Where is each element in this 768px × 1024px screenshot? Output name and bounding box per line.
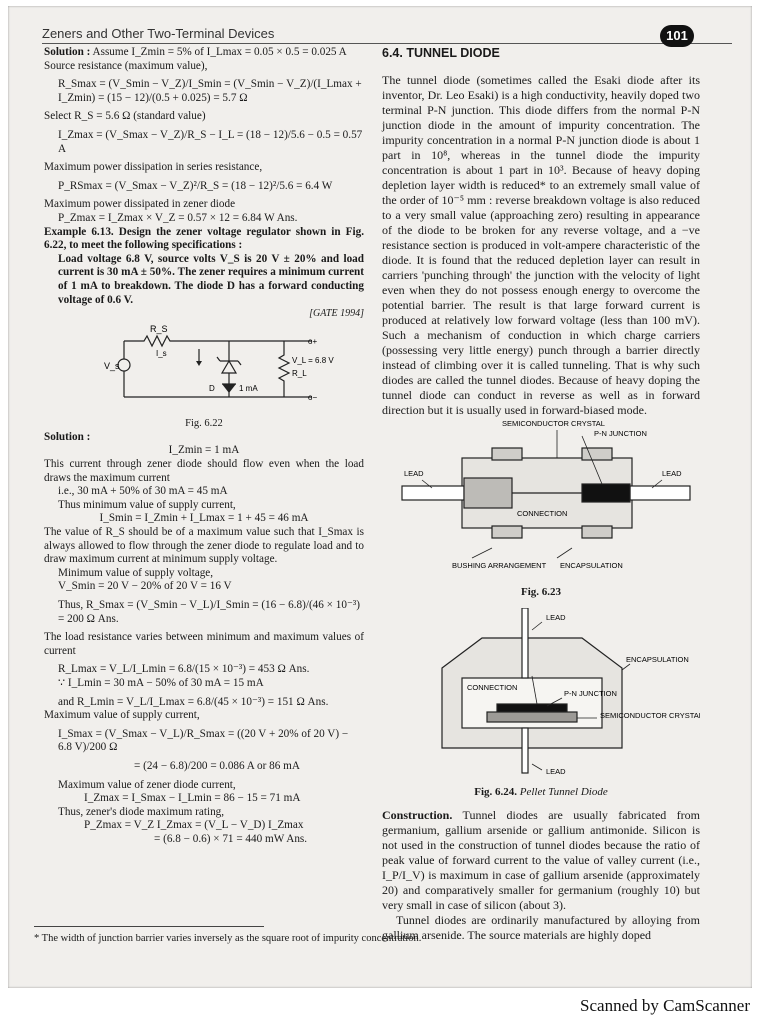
fig-6-24-number: Fig. 6.24. <box>474 786 518 798</box>
solution-line: Thus, zener's diode maximum rating, <box>58 805 225 818</box>
solution-line: Maximum power dissipation in series resistance, <box>44 161 263 174</box>
lead-label: LEAD <box>404 469 424 478</box>
solution-line: Maximum value of zener diode current, <box>58 778 236 791</box>
solution-line: Maximum value of supply current, <box>44 709 200 722</box>
encapsulation-label: ENCAPSULATION <box>560 561 623 570</box>
example-label: Example 6.13. <box>44 225 114 238</box>
fig-6-23-caption: Fig. 6.23 <box>520 586 562 598</box>
tunnel-diode-paragraph: The tunnel diode (sometimes called the Esaki diode after its inventor, Dr. Leo Esaki) is a high conductivity, heavily doped two terminal P-N junction. This diode differs from the normal P-N junction diode in the amount of impurity concentration. The impurity concentration in a normal P-N junction diode is about 1 part in 10⁸, whereas in the tunnel diode the impurity concentration is about 1 part in 10³. Because of heavy doping depletion layer width is reduced* to an extremely small value of the order of 10⁻⁵ mm : reverse breakdown voltage is also reduced to a very small value (approaching zero) resulting in appearance of the diode to be broken for any reverse voltage, and a −ve resistance section is produced in volt-ampere characteristic of the diode. It is found that the reduced depletion layer can result in carriers 'punching through' the junction with the velocity of light even when they do not possess enough energy to overcome the potential barrier. The result is that large forward current is produced at relatively low forward voltage (less than 100 mV). Such a mechanism of conduction in which charge carriers (possessing very little energy) punch through a barrier directly instead of climbing over it is called tunneling. That is why such diodes are called the tunnel diodes. Because of heavy doping the tunnel diode can conduct in reverse as well as in forward direction but it is usually used in forward-biased mode. <box>382 73 700 417</box>
equation: P_RSmax = (V_Smax − V_Z)²/R_S = (18 − 12)²/5.6 = 6.4 W <box>58 179 333 192</box>
rl-label: R_L <box>292 368 307 378</box>
rs-label: R_S <box>150 323 168 334</box>
solution-line: Source resistance (maximum value), <box>44 59 208 72</box>
construction-paragraph: Tunnel diodes are usually fabricated from germanium, gallium arsenide or gallium antimonide. Silicon is not used in the construction of tunnel diodes because the ratio of peak value of forward current to the value of valley current (i.e., I_P/I_V) is maximum in case of gallium arsenide (approximately 20) and comparatively smaller for germanium (roughly 10) but very small in case of silicon (about 3). <box>382 808 700 912</box>
encapsulation-label: ENCAPSULATION <box>626 655 689 664</box>
equation: I_Smax = (V_Smax − V_L)/R_Smax = ((20 V + 20% of 20 V) − 6.8 V)/200 Ω <box>58 727 349 754</box>
equation: P_Zmax = I_Zmax × V_Z = 0.57 × 12 = 6.84 W Ans. <box>58 211 298 224</box>
manufacturing-paragraph: Tunnel diodes are ordinarily manufactured by alloying from gallium arsenide. The source materials are highly doped <box>382 913 700 942</box>
is-label: I_s <box>156 348 167 358</box>
solution-line: Thus minimum value of supply current, <box>58 498 236 511</box>
plus-terminal: o+ <box>308 336 318 346</box>
construction-label: Construction. <box>382 808 453 822</box>
equation: = (24 − 6.8)/200 = 0.086 A or 86 mA <box>134 759 300 772</box>
section-title: 6.4. TUNNEL DIODE <box>382 46 500 60</box>
lead-label: LEAD <box>546 767 566 776</box>
tunnel-diode-cross-section-figure <box>382 418 700 578</box>
scanner-watermark: Scanned by CamScanner <box>580 996 750 1015</box>
solution-line: The value of R_S should be of a maximum value such that I_Smax is always allowed to flow through the zener diode to regulate load and to draw maximum current at minimum supply voltage. <box>44 526 364 566</box>
lead-label: LEAD <box>662 469 682 478</box>
equation: i.e., 30 mA + 50% of 30 mA = 45 mA <box>58 485 228 498</box>
example-text: Design the zener voltage regulator shown in Fig. 6.22, to meet the following specifications : <box>44 225 365 252</box>
equation: V_Smin = 20 V − 20% of 20 V = 16 V <box>58 580 232 593</box>
solution-line: Maximum power dissipated in zener diode <box>44 198 236 211</box>
bushing-label: BUSHING ARRANGEMENT <box>452 561 547 570</box>
footnote: * The width of junction barrier varies inversely as the square root of impurity concentration. <box>34 933 422 944</box>
equation: I_Smin = I_Zmin + I_Lmax = 1 + 45 = 46 mA <box>99 512 309 525</box>
solution-line: This current through zener diode should flow even when the load draws the maximum current <box>44 458 364 484</box>
solution-label: Solution : <box>44 46 91 58</box>
diode-d-label: D <box>209 383 215 393</box>
left-column <box>44 46 364 847</box>
lead-label: LEAD <box>546 613 566 622</box>
solution-line: The load resistance varies between minimum and maximum values of current <box>44 631 364 657</box>
solution-label: Solution : <box>44 430 91 443</box>
page-number-badge: 101 <box>660 25 694 47</box>
footnote-rule <box>34 926 264 927</box>
connection-label: CONNECTION <box>467 683 518 692</box>
running-header-title: Zeners and Other Two-Terminal Devices <box>42 26 275 41</box>
semiconductor-crystal-label: SEMICONDUCTOR CRYSTAL <box>600 711 700 720</box>
solution-line: Assume I_Zmin = 5% of I_Lmax = 0.05 × 0.5 = 0.025 A <box>92 46 347 58</box>
equation: R_Lmax = V_L/I_Lmin = 6.8/(15 × 10⁻³) = 453 Ω Ans. <box>58 663 310 676</box>
vl-label: V_L = 6.8 V <box>292 355 334 365</box>
right-column <box>382 46 700 943</box>
connection-label: CONNECTION <box>517 509 568 518</box>
semiconductor-crystal-label: SEMICONDUCTOR CRYSTAL <box>502 419 605 428</box>
current-1ma-label: 1 mA <box>239 383 258 393</box>
header-rule <box>42 43 732 44</box>
equation: = (6.8 − 0.6) × 71 = 440 mW Ans. <box>154 832 308 845</box>
fig-6-22-caption: Fig. 6.22 <box>185 418 223 430</box>
zener-regulator-circuit <box>44 321 364 413</box>
fig-6-24-title: Pellet Tunnel Diode <box>519 786 608 798</box>
equation: and R_Lmin = V_L/I_Lmax = 6.8/(45 × 10⁻³) = 151 Ω Ans. <box>58 695 329 708</box>
equation: I_Zmin = 1 mA <box>168 444 240 457</box>
pn-junction-label: P-N JUNCTION <box>564 689 617 698</box>
equation: Thus, R_Smax = (V_Smin − V_L)/I_Smin = (16 − 6.8)/(46 × 10⁻³) = 200 Ω Ans. <box>58 599 360 625</box>
pn-junction-label: P-N JUNCTION <box>594 429 647 438</box>
example-spec: Load voltage 6.8 V, source volts V_S is 20 V ± 20% and load current is 30 mA ± 50%. The zener requires a minimum current of 1 mA to breakdown. The diode D has a forward conducting voltage of 0.6 V. <box>58 252 364 306</box>
equation: I_Zmax = I_Smax − I_Lmin = 86 − 15 = 71 mA <box>84 792 301 805</box>
equation: I_Zmax = (V_Smax − V_Z)/R_S − I_L = (18 − 12)/5.6 − 0.5 = 0.57 A <box>58 128 363 155</box>
solution-line: Select R_S = 5.6 Ω (standard value) <box>44 110 206 123</box>
equation: P_Zmax = V_Z I_Zmax = (V_L − V_D) I_Zmax <box>84 819 304 832</box>
pellet-tunnel-diode-figure <box>382 608 700 778</box>
vs-label: V_s <box>104 360 120 371</box>
equation: ∵ I_Lmin = 30 mA − 50% of 30 mA = 15 mA <box>58 676 264 689</box>
minus-terminal: o− <box>308 392 318 402</box>
solution-line: Minimum value of supply voltage, <box>58 566 214 579</box>
equation: R_Smax = (V_Smin − V_Z)/I_Smin = (V_Smin − V_Z)/(I_Lmax + I_Zmin) = (15 − 12)/(0.5 + 0.025) = 5.7 Ω <box>58 78 362 104</box>
exam-source: [GATE 1994] <box>309 308 364 320</box>
